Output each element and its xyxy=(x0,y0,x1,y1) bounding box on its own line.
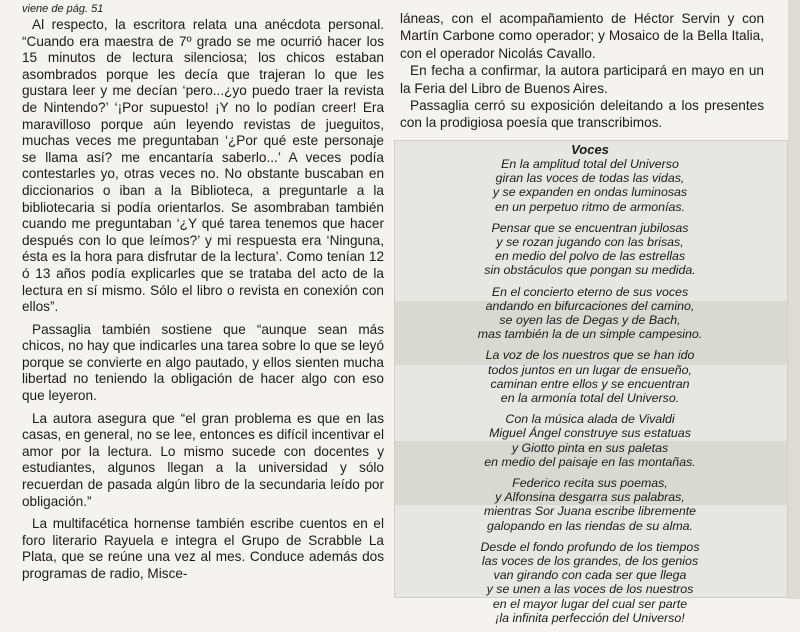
poem-line: mas también la de un simple campesino. xyxy=(477,327,703,342)
poem-line: Con la música alada de Vivaldi xyxy=(505,412,675,427)
article-left-column xyxy=(22,2,384,589)
poem-stanza xyxy=(398,540,782,625)
article-paragraph: láneas, con el acompañamiento de Héctor Servin y con Martín Carbone como operador; y Mosaico de la Bella Italia, con el operador Nicolás Cavallo. xyxy=(400,11,764,61)
poem-line: en un perpetuo ritmo de armonías. xyxy=(494,199,686,214)
poem-line: todos juntos en un lugar de ensueño, xyxy=(488,362,692,377)
poem-line: La voz de los nuestros que se han ido xyxy=(485,348,695,363)
poem-line: y se unen a las voces de los nuestros xyxy=(486,582,694,597)
poem-line: andando en bifurcaciones del camino, xyxy=(485,298,695,313)
poem-line: se oyen las de Degas y de Bach, xyxy=(499,313,681,328)
article-paragraph: Passaglia también sostiene que “aunque sean más chicos, no hay que indicarles una tarea sobre lo que se leyó porque se convierte en algo pautado, y ellos sienten mucha libertad no teniendo la obligación de hacer algo con eso que leyeron. xyxy=(22,321,384,404)
poem-line: mientras Sor Juana escribe libremente xyxy=(483,504,697,519)
poem-stanza xyxy=(398,285,782,342)
article-paragraph: Al respecto, la escritora relata una anécdota personal. “Cuando era maestra de 7º grado se me ocurrió hacer los 15 minutos de lectura silenciosa; los chicos estaban asombrados porque les decía que trajeran lo que les gustara leer y me decían ‘pero...¿yo puedo traer la revista de Nintendo?’ ‘¡Por supuesto! ¡Y no lo podían creer! Era maravilloso porque aún leyendo revistas de jueguitos, muchas veces me preguntaban ‘¿Por qué este personaje se llama así? me encantaría saberlo...’ A veces podía contestarles yo, otras veces no. No obstante buscaban en diccionarios o iban a la Biblioteca, a preguntarle a la bibliotecaria si podía orientarlos. Se asombraban también cuando me preguntaban ‘¿Y qué tarea tenemos que hacer después con lo que leímos?’ y mi respuesta era ‘Ninguna, ésta es la hora para disfrutar de la lectura’. Como tenían 12 ó 13 años podía explicarles que se trataba del acto de la lectura en sí mismo. Sólo el libro o revista en conexión con ellos”. xyxy=(22,17,384,315)
poem-stanza xyxy=(398,221,782,278)
page-edge xyxy=(788,0,800,599)
poem-stanza xyxy=(398,412,782,469)
poem-line: y Giotto pinta en sus paletas xyxy=(511,440,669,455)
poem-stanzas xyxy=(398,157,782,625)
poem-line: van girando con cada ser que llega xyxy=(493,568,687,583)
poem-line: en medio del paisaje en las montañas. xyxy=(484,454,696,469)
article-paragraph: En fecha a confirmar, la autora participará en mayo en un la Feria del Libro de Buenos Aires. xyxy=(400,63,764,96)
poem-line: Desde el fondo profundo de los tiempos xyxy=(480,539,700,554)
poem-stanza xyxy=(398,157,782,214)
poem-line: En el concierto eterno de sus voces xyxy=(491,284,689,299)
poem-line: Federico recita sus poemas, xyxy=(512,476,668,491)
article-paragraph: Passaglia cerró su exposición deleitando a los presentes con la prodigiosa poesía que transcribimos. xyxy=(400,98,764,131)
poem-title: Voces xyxy=(571,142,609,157)
poem-line: en la armonía total del Universo. xyxy=(500,391,680,406)
poem xyxy=(398,142,782,632)
article-paragraph: La multifacética hornense también escribe cuentos en el foro literario Rayuela e integra el Grupo de Scrabble La Plata, que se reúne una vez al mes. Conduce además dos programas de radio, Misce- xyxy=(22,516,384,581)
poem-line: sin obstáculos que pongan su medida. xyxy=(484,263,696,278)
poem-line: galopando en las riendas de su alma. xyxy=(487,518,693,533)
poem-line: Miguel Ángel construye sus estatuas xyxy=(489,426,691,441)
poem-line: y se expanden en ondas luminosas xyxy=(492,185,688,200)
article-right-column xyxy=(400,10,764,132)
poem-line: giran las voces de todas las vidas, xyxy=(495,171,685,186)
continued-from-note: viene de pág. 51 xyxy=(22,3,104,15)
poem-line: y se rozan jugando con las brisas, xyxy=(496,235,684,250)
poem-line: caminan entre ellos y se encuentran xyxy=(490,376,690,391)
poem-line: en el mayor lugar del cual ser parte xyxy=(492,596,688,611)
poem-line: las voces de los grandes, de los genios xyxy=(481,554,699,569)
poem-line: y Alfonsina desgarra sus palabras, xyxy=(495,490,685,505)
poem-line: ¡la infinita perfección del Universo! xyxy=(495,610,685,625)
poem-line: en medio del polvo de las estrellas xyxy=(494,249,686,264)
article-paragraph: La autora asegura que “el gran problema es que en las casas, en general, no se lee, entonces es difícil incentivar el amor por la lectura. Lo mismo sucede con docentes y estudiantes, algunos llegan a la universidad y sólo recuerdan de pasada algún libro de la secundaria leído por obligación.” xyxy=(22,410,384,509)
poem-line: Pensar que se encuentran jubilosas xyxy=(491,220,689,235)
poem-stanza xyxy=(398,476,782,533)
poem-stanza xyxy=(398,348,782,405)
poem-line: En la amplitud total del Universo xyxy=(501,157,679,171)
